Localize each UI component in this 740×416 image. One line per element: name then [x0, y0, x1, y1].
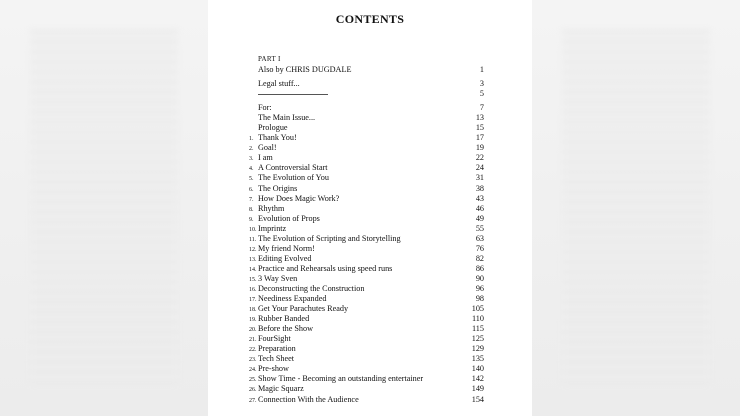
toc-entry-label: Connection With the Audience — [258, 394, 359, 404]
toc-entry-page: 43 — [475, 193, 484, 203]
toc-entry[interactable] — [249, 344, 484, 354]
toc-entry-page: 154 — [471, 394, 484, 404]
toc-entry-label: The Evolution of You — [258, 173, 329, 183]
toc-entry-page: 90 — [475, 273, 484, 283]
toc-entry-label: Before the Show — [258, 324, 314, 334]
toc-entry-page: 15 — [475, 123, 484, 133]
toc-entry-page: 7 — [479, 103, 484, 113]
chapter-number: 24. — [249, 367, 257, 374]
toc-entry-label: Rhythm — [258, 203, 285, 213]
toc-entry-label: A Controversial Start — [258, 163, 328, 173]
toc-entry[interactable] — [249, 203, 484, 214]
toc-entry-page: 3 — [479, 79, 484, 89]
toc-entry[interactable] — [249, 243, 484, 254]
chapter-number: 17. — [249, 297, 257, 304]
toc-entry-label: Thank You! — [258, 133, 297, 143]
toc-entry[interactable] — [249, 304, 484, 314]
toc-entry[interactable] — [249, 334, 484, 344]
toc-entry-page: 31 — [475, 173, 484, 183]
toc-entry[interactable] — [258, 89, 484, 99]
toc-entry-page: 19 — [475, 143, 484, 153]
toc-entry-page: 38 — [475, 183, 484, 193]
chapter-number: 1. — [249, 136, 254, 143]
toc-entry-label: Rubber Banded — [258, 314, 310, 324]
toc-entry-label: 3 Way Sven — [258, 273, 298, 283]
toc-entry-page: 63 — [475, 233, 484, 243]
toc-entry[interactable] — [249, 273, 484, 284]
chapter-number: 22. — [249, 347, 257, 354]
toc-entry-label: Also by CHRIS DUGDALE — [258, 65, 352, 74]
toc-entry-label: Tech Sheet — [258, 354, 295, 364]
toc-entry-label: Show Time - Becoming an outstanding entertainer — [258, 374, 424, 384]
toc-entry[interactable] — [249, 253, 484, 264]
chapter-number: 3. — [249, 156, 254, 163]
chapter-number: 8. — [249, 206, 254, 213]
toc-entry-label: The Origins — [258, 183, 298, 193]
toc-entry[interactable] — [249, 364, 484, 374]
chapter-number: 25. — [249, 377, 257, 384]
toc-entry-page: 22 — [475, 153, 484, 163]
toc-entry-label: Preparation — [258, 344, 296, 354]
toc-entry-label: For: — [258, 103, 272, 113]
chapter-number: 2. — [249, 146, 254, 153]
chapter-number: 4. — [249, 166, 254, 173]
toc-entry-label: Practice and Rehearsals using speed runs — [258, 263, 393, 273]
blurred-background-left — [0, 0, 208, 416]
toc-entry-page: 142 — [471, 374, 484, 384]
toc-entry-label: Pre-show — [258, 364, 289, 374]
page-title: CONTENTS — [335, 12, 405, 26]
toc-entry-page: 49 — [475, 213, 484, 223]
toc-entry[interactable] — [258, 65, 484, 75]
toc-entry-label: Prologue — [258, 123, 288, 133]
chapter-number: 6. — [249, 186, 254, 193]
chapter-number: 7. — [249, 196, 254, 203]
chapter-number: 11. — [249, 236, 257, 243]
toc-entry-page: 105 — [471, 304, 484, 314]
toc-entry[interactable] — [249, 183, 484, 194]
toc-entry-page: 55 — [475, 223, 484, 233]
chapter-number: 27. — [249, 397, 257, 404]
toc-entry[interactable] — [249, 283, 484, 294]
chapter-number: 19. — [249, 317, 257, 324]
toc-entry[interactable] — [249, 294, 484, 304]
toc-entry[interactable] — [249, 173, 484, 183]
toc-entry[interactable] — [249, 153, 484, 163]
chapter-number: 26. — [249, 387, 257, 394]
toc-entry-label: How Does Magic Work? — [258, 193, 340, 203]
toc-entry-label: I am — [258, 153, 273, 163]
toc-entry-label: Goal! — [258, 143, 277, 153]
chapter-number: 12. — [249, 246, 257, 253]
toc-entry-label: Evolution of Props — [258, 213, 320, 223]
chapter-number: 18. — [249, 307, 257, 314]
toc-entry[interactable] — [258, 113, 484, 123]
toc-entry-page: 140 — [471, 364, 484, 374]
chapter-number: 10. — [249, 226, 257, 233]
toc-entry-page: 98 — [475, 294, 484, 304]
toc-entry[interactable] — [249, 163, 484, 173]
toc-entry[interactable] — [249, 394, 484, 405]
chapter-number: 15. — [249, 276, 257, 283]
toc-entry-page: 125 — [471, 334, 484, 344]
toc-entry-page: 135 — [471, 354, 484, 364]
toc-entry-page: 115 — [472, 324, 484, 334]
toc-entry-label: Magic Squarz — [258, 384, 304, 394]
part-label: PART I — [258, 55, 281, 63]
toc-entry-label: Get Your Parachutes Ready — [258, 304, 349, 314]
toc-entry[interactable] — [258, 79, 484, 89]
toc-entry-page: 13 — [475, 113, 484, 123]
toc-entry[interactable] — [249, 354, 484, 364]
toc-entry[interactable] — [249, 374, 484, 384]
toc-entry-page: 110 — [472, 314, 484, 324]
toc-entry[interactable] — [258, 103, 484, 113]
toc-entry-page: 24 — [475, 163, 484, 173]
chapter-number: 13. — [249, 256, 257, 263]
chapter-number: 16. — [249, 286, 257, 293]
blurred-background-right — [532, 0, 740, 416]
toc-entry[interactable] — [249, 233, 484, 244]
chapter-list — [249, 133, 484, 404]
toc-entry-label: Legal stuff... — [258, 79, 300, 89]
toc-entry[interactable] — [249, 213, 484, 224]
toc-entry-label: Imprintz — [258, 223, 287, 233]
toc-entry[interactable] — [249, 263, 484, 274]
toc-entry-page: 82 — [475, 253, 484, 263]
chapter-number: 5. — [249, 176, 254, 183]
toc-entry-page: 96 — [475, 283, 484, 293]
toc-entry-page: 17 — [475, 133, 484, 143]
toc-entry-page: 76 — [475, 243, 484, 253]
toc-entry-page: 1 — [479, 65, 484, 74]
toc-entry[interactable] — [249, 384, 484, 394]
toc-entry[interactable] — [249, 324, 484, 334]
toc-entry[interactable] — [249, 133, 484, 143]
toc-entry[interactable] — [249, 314, 484, 324]
toc-entry[interactable] — [249, 223, 484, 234]
toc-entry-page: 46 — [475, 203, 484, 213]
toc-entry-page: 129 — [471, 344, 484, 354]
chapter-number: 21. — [249, 337, 257, 344]
toc-entry-page: 5 — [479, 89, 484, 99]
toc-entry-label: The Evolution of Scripting and Storytelling — [258, 233, 401, 243]
toc-entry[interactable] — [258, 123, 484, 133]
toc-entry-page: 86 — [475, 263, 484, 273]
divider-line — [258, 94, 328, 95]
toc-entry-label: Editing Evolved — [258, 253, 312, 263]
toc-entry-page: 149 — [471, 384, 484, 394]
table-of-contents — [249, 55, 484, 405]
toc-entry-label: Deconstructing the Construction — [258, 283, 365, 293]
toc-entry-label: Neediness Expanded — [258, 294, 327, 304]
chapter-number: 20. — [249, 327, 257, 334]
toc-entry-label: The Main Issue... — [258, 113, 316, 123]
contents-page — [208, 0, 532, 416]
toc-entry-label: FourSight — [258, 334, 291, 344]
toc-entry[interactable] — [249, 143, 484, 153]
chapter-number: 14. — [249, 266, 257, 273]
toc-entry[interactable] — [249, 193, 484, 204]
chapter-number: 9. — [249, 216, 254, 223]
toc-entry-label: My friend Norm! — [258, 243, 315, 253]
chapter-number: 23. — [249, 357, 257, 364]
